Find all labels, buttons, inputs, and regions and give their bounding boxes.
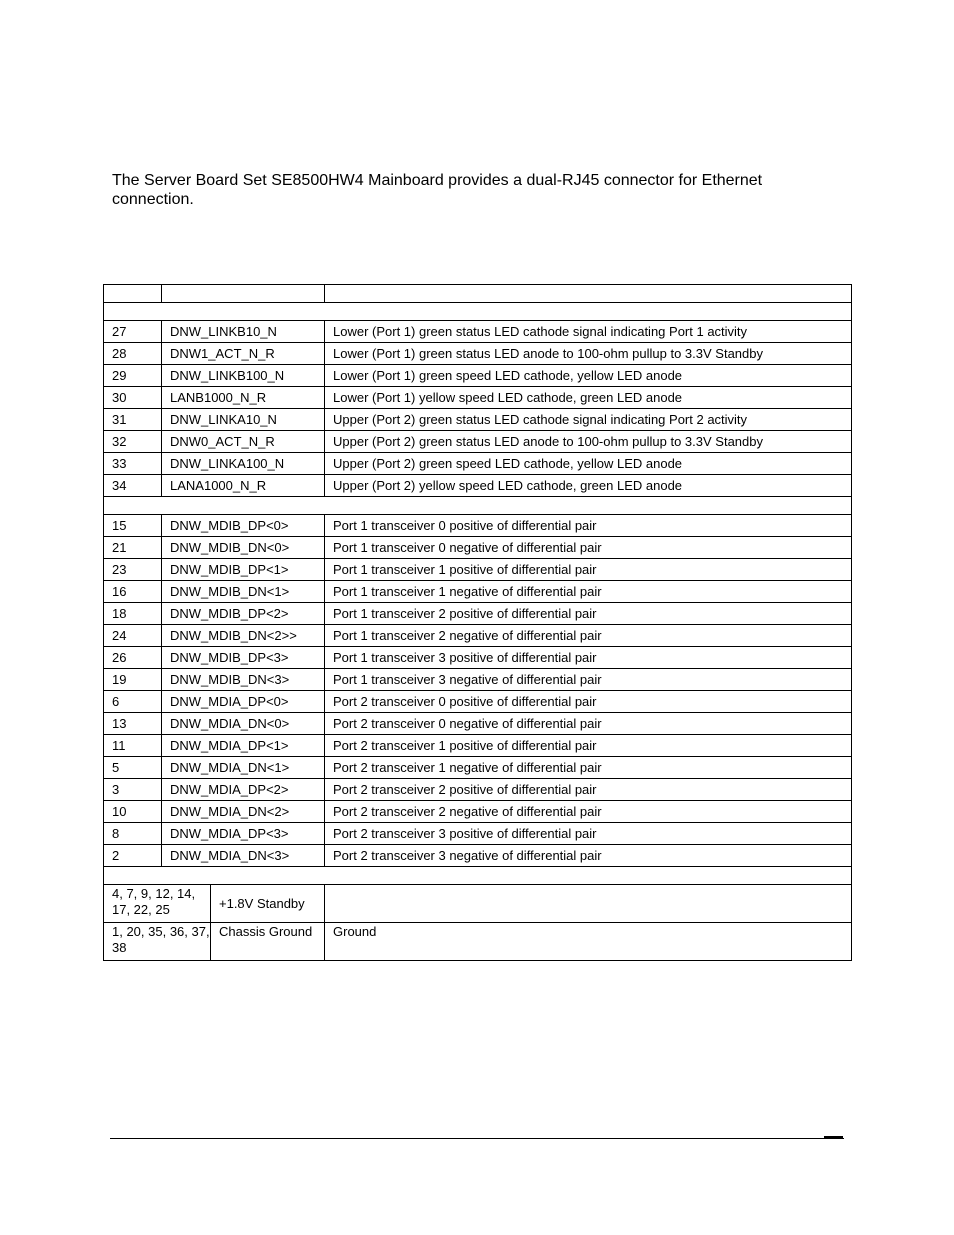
description-cell: Port 1 transceiver 2 negative of differential pair xyxy=(325,625,852,647)
signal-cell: DNW_MDIA_DP<3> xyxy=(162,823,325,845)
pin-cell: 24 xyxy=(104,625,162,647)
table-row xyxy=(104,431,852,453)
pin-cell: 32 xyxy=(104,431,162,453)
signal-cell: DNW_LINKB10_N xyxy=(162,321,325,343)
pin-cell: 6 xyxy=(104,691,162,713)
pin-cell: 28 xyxy=(104,343,162,365)
pin-cell: 2 xyxy=(104,845,162,867)
section-title xyxy=(104,497,852,515)
description-cell: Port 2 transceiver 1 positive of differential pair xyxy=(325,735,852,757)
description-cell: Port 2 transceiver 3 positive of differential pair xyxy=(325,823,852,845)
pin-cell: 19 xyxy=(104,669,162,691)
intro-line-1: The Server Board Set SE8500HW4 Mainboard provides a dual-RJ45 connector for Ethernet xyxy=(112,172,763,189)
description-cell: Lower (Port 1) green status LED anode to 100-ohm pullup to 3.3V Standby xyxy=(325,343,852,365)
description-cell: Port 1 transceiver 1 negative of differential pair xyxy=(325,581,852,603)
pin-cell: 31 xyxy=(104,409,162,431)
pin-cell: 30 xyxy=(104,387,162,409)
description-cell: Upper (Port 2) green status LED cathode signal indicating Port 2 activity xyxy=(325,409,852,431)
description-cell: Lower (Port 1) green status LED cathode signal indicating Port 1 activity xyxy=(325,321,852,343)
table-row xyxy=(104,581,852,603)
signal-cell: DNW0_ACT_N_R xyxy=(162,431,325,453)
pin-cell: 26 xyxy=(104,647,162,669)
signal-cell: DNW_LINKA100_N xyxy=(162,453,325,475)
table-row xyxy=(104,387,852,409)
description-cell xyxy=(325,885,852,923)
section-title xyxy=(104,867,852,885)
intro-line-2: connection. xyxy=(112,191,194,208)
footer-rule xyxy=(110,1138,844,1139)
table-row xyxy=(104,475,852,497)
pin-cell: 34 xyxy=(104,475,162,497)
signal-cell: LANB1000_N_R xyxy=(162,387,325,409)
pin-cell: 11 xyxy=(104,735,162,757)
signal-cell: DNW_MDIB_DN<0> xyxy=(162,537,325,559)
table-row xyxy=(104,343,852,365)
signal-cell: DNW_MDIA_DP<0> xyxy=(162,691,325,713)
description-cell: Port 1 transceiver 0 positive of differential pair xyxy=(325,515,852,537)
section-row xyxy=(104,497,852,515)
signal-cell: DNW1_ACT_N_R xyxy=(162,343,325,365)
intro-paragraph xyxy=(112,171,832,209)
table-row xyxy=(104,453,852,475)
description-cell: Port 2 transceiver 3 negative of differential pair xyxy=(325,845,852,867)
table-row xyxy=(104,779,852,801)
description-cell: Port 1 transceiver 3 negative of differential pair xyxy=(325,669,852,691)
table-header-row xyxy=(104,285,852,303)
signal-cell: DNW_MDIA_DP<2> xyxy=(162,779,325,801)
header-pin xyxy=(104,285,162,303)
table-row xyxy=(104,691,852,713)
pin-cell: 5 xyxy=(104,757,162,779)
table-row xyxy=(104,823,852,845)
table-row xyxy=(104,757,852,779)
description-cell: Port 1 transceiver 2 positive of differential pair xyxy=(325,603,852,625)
footer-mark xyxy=(824,1136,843,1138)
pin-cell: 29 xyxy=(104,365,162,387)
signal-cell: LANA1000_N_R xyxy=(162,475,325,497)
signal-cell: DNW_MDIB_DP<0> xyxy=(162,515,325,537)
signal-cell: DNW_MDIB_DP<1> xyxy=(162,559,325,581)
pin-cell: 1, 20, 35, 36, 37, 38 xyxy=(104,923,211,961)
pin-cell: 33 xyxy=(104,453,162,475)
signal-cell: DNW_MDIB_DN<1> xyxy=(162,581,325,603)
header-signal xyxy=(162,285,325,303)
description-cell: Port 2 transceiver 2 negative of differential pair xyxy=(325,801,852,823)
pin-cell: 10 xyxy=(104,801,162,823)
table-row xyxy=(104,885,852,923)
table-row xyxy=(104,923,852,961)
signal-cell: DNW_MDIB_DN<3> xyxy=(162,669,325,691)
signal-cell: DNW_MDIA_DP<1> xyxy=(162,735,325,757)
section-title xyxy=(104,303,852,321)
signal-cell: DNW_MDIB_DN<2>> xyxy=(162,625,325,647)
pin-cell: 8 xyxy=(104,823,162,845)
description-cell: Upper (Port 2) yellow speed LED cathode, green LED anode xyxy=(325,475,852,497)
table-row xyxy=(104,625,852,647)
pin-cell: 27 xyxy=(104,321,162,343)
pin-cell: 4, 7, 9, 12, 14, 17, 22, 25 xyxy=(104,885,211,923)
pin-cell: 21 xyxy=(104,537,162,559)
description-cell: Port 1 transceiver 3 positive of differential pair xyxy=(325,647,852,669)
pin-cell: 18 xyxy=(104,603,162,625)
section-row xyxy=(104,303,852,321)
description-cell: Lower (Port 1) green speed LED cathode, yellow LED anode xyxy=(325,365,852,387)
table-row xyxy=(104,515,852,537)
description-cell: Lower (Port 1) yellow speed LED cathode, green LED anode xyxy=(325,387,852,409)
description-cell: Port 1 transceiver 0 negative of differential pair xyxy=(325,537,852,559)
description-cell: Port 2 transceiver 0 positive of differential pair xyxy=(325,691,852,713)
signal-cell: DNW_MDIA_DN<0> xyxy=(162,713,325,735)
pin-cell: 13 xyxy=(104,713,162,735)
pin-cell: 15 xyxy=(104,515,162,537)
rj45-pinout-table xyxy=(103,284,852,961)
table-row xyxy=(104,365,852,387)
table-row xyxy=(104,713,852,735)
table-row xyxy=(104,647,852,669)
pin-cell: 23 xyxy=(104,559,162,581)
table-row xyxy=(104,801,852,823)
table-row xyxy=(104,559,852,581)
description-cell: Upper (Port 2) green speed LED cathode, yellow LED anode xyxy=(325,453,852,475)
signal-cell: DNW_MDIB_DP<3> xyxy=(162,647,325,669)
description-cell: Port 2 transceiver 1 negative of differential pair xyxy=(325,757,852,779)
table-row xyxy=(104,321,852,343)
description-cell: Port 2 transceiver 2 positive of differential pair xyxy=(325,779,852,801)
signal-cell: DNW_MDIB_DP<2> xyxy=(162,603,325,625)
description-cell: Upper (Port 2) green status LED anode to 100-ohm pullup to 3.3V Standby xyxy=(325,431,852,453)
description-cell: Port 1 transceiver 1 positive of differential pair xyxy=(325,559,852,581)
table-row xyxy=(104,603,852,625)
signal-cell: DNW_LINKB100_N xyxy=(162,365,325,387)
table-row xyxy=(104,845,852,867)
signal-cell: DNW_MDIA_DN<3> xyxy=(162,845,325,867)
pinout-table-body xyxy=(104,285,852,961)
table-row xyxy=(104,409,852,431)
table-row xyxy=(104,735,852,757)
signal-cell: DNW_LINKA10_N xyxy=(162,409,325,431)
signal-cell: +1.8V Standby xyxy=(211,885,325,923)
table-row xyxy=(104,537,852,559)
table-row xyxy=(104,669,852,691)
description-cell: Port 2 transceiver 0 negative of differential pair xyxy=(325,713,852,735)
signal-cell: Chassis Ground xyxy=(211,923,325,961)
header-description xyxy=(325,285,852,303)
pin-cell: 16 xyxy=(104,581,162,603)
signal-cell: DNW_MDIA_DN<2> xyxy=(162,801,325,823)
section-row xyxy=(104,867,852,885)
pin-cell: 3 xyxy=(104,779,162,801)
signal-cell: DNW_MDIA_DN<1> xyxy=(162,757,325,779)
description-cell: Ground xyxy=(325,923,852,961)
